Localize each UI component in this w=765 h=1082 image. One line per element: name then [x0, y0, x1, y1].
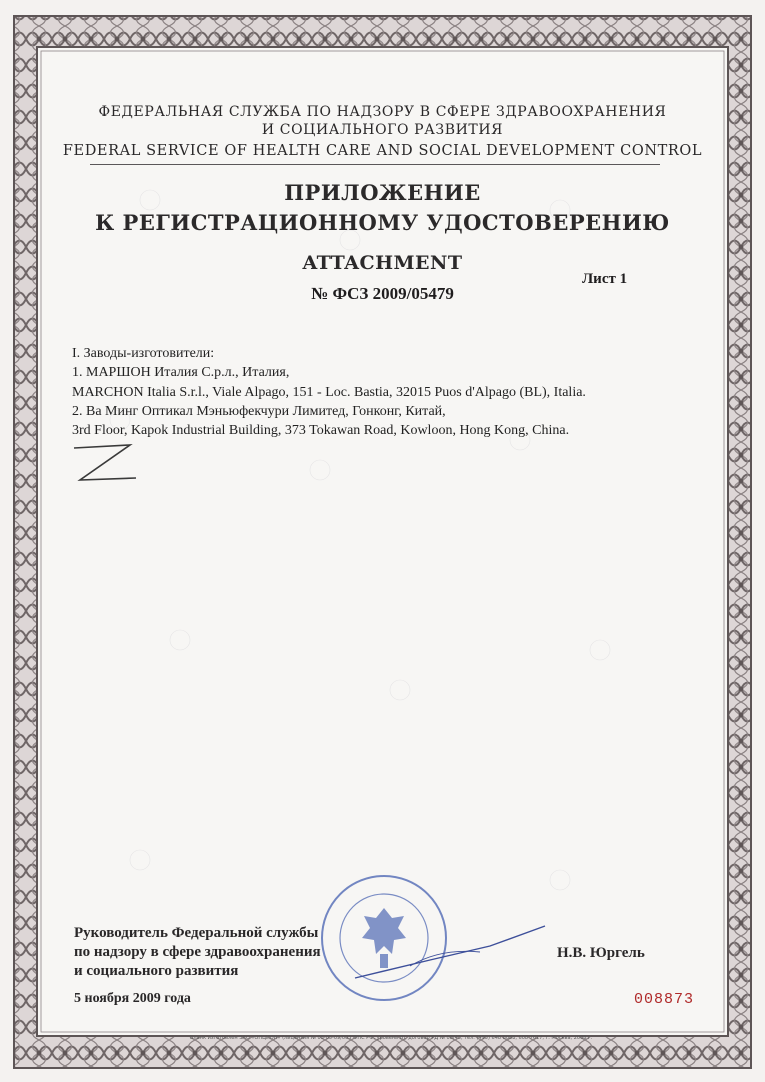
title-line1: ПРИЛОЖЕНИЕ — [284, 180, 481, 205]
issue-date: 5 ноября 2009 года — [74, 991, 191, 1006]
signatory-title-line3: и социального развития — [74, 963, 239, 979]
header-en-line: FEDERAL SERVICE OF HEALTH CARE AND SOCIAL DEVELOPMENT CONTROL — [62, 143, 703, 159]
signature-scribble — [350, 918, 550, 988]
printer-footer: Бланк изготовлен ЗАО «ОПЦИОН» (лицензия № 05-05-09/003 ФНС РФ, уровень В), договор РД № 08/43, тел. (495) 648 8088, 608 7617, г. Москва, 2008 г. — [190, 1035, 593, 1041]
signatory-title — [74, 924, 321, 981]
z-strikeout-mark — [70, 442, 140, 487]
title-line2: К РЕГИСТРАЦИОННОМУ УДОСТОВЕРЕНИЮ — [95, 210, 670, 235]
header-rule — [90, 164, 660, 165]
header-ru-line1: ФЕДЕРАЛЬНАЯ СЛУЖБА ПО НАДЗОРУ В СФЕРЕ ЗДРАВООХРАНЕНИЯ — [98, 104, 667, 120]
signatory-name: Н.В. Юргель — [557, 945, 645, 961]
header-ru-line2: И СОЦИАЛЬНОГО РАЗВИТИЯ — [261, 122, 504, 138]
signatory-title-line2: по надзору в сфере здравоохранения — [74, 944, 321, 960]
signatory-title-line1: Руководитель Федеральной службы — [74, 925, 319, 941]
sheet-number: Лист 1 — [582, 271, 628, 287]
registration-number: № ФСЗ 2009/05479 — [311, 284, 454, 303]
body-line: 1. МАРШОН Италия С.р.л., Италия, — [72, 365, 290, 380]
body-line: I. Заводы-изготовители: — [72, 346, 215, 361]
title-attachment: ATTACHMENT — [302, 252, 463, 274]
body-line: MARCHON Italia S.r.l., Viale Alpago, 151 - Loc. Bastia, 32015 Puos d'Alpago (BL), Italia. — [72, 385, 586, 400]
body-line: 3rd Floor, Kapok Industrial Building, 373 Tokawan Road, Kowloon, Hong Kong, China. — [72, 423, 570, 438]
body-line: 2. Ва Минг Оптикал Мэньюфекчури Лимитед, Гонконг, Китай, — [72, 404, 446, 419]
serial-number: 008873 — [634, 991, 695, 1008]
